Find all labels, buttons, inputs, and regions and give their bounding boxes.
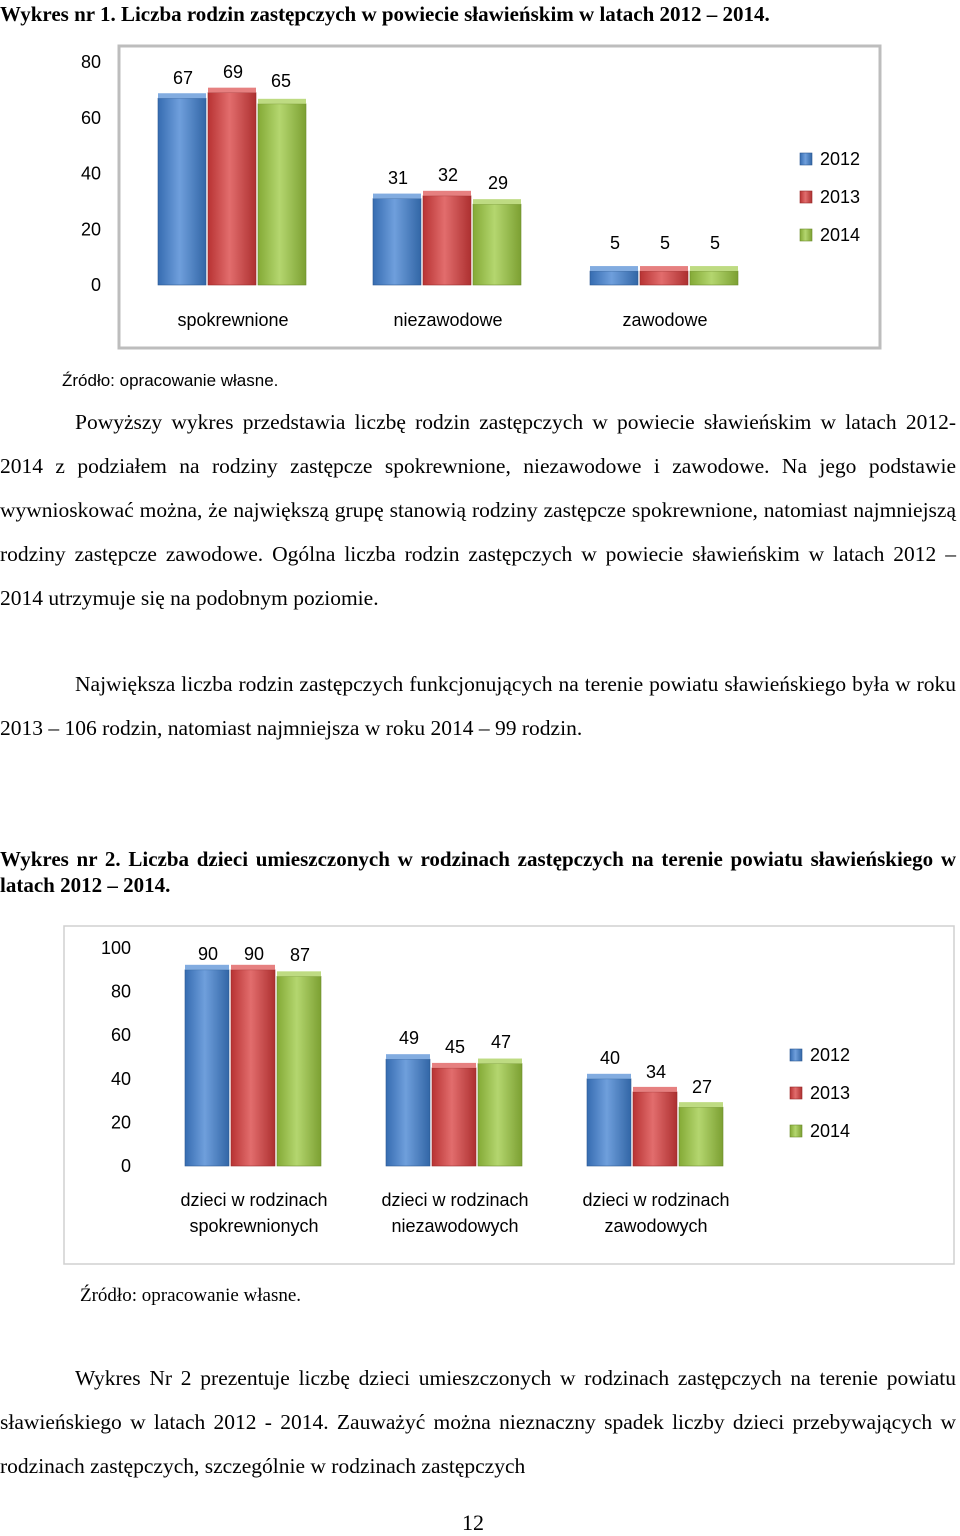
- bar-2012: [373, 199, 421, 285]
- data-label: 69: [222, 62, 244, 82]
- bar-top-2014: [478, 1059, 522, 1064]
- bar-2014: [690, 271, 738, 285]
- chart1-caption: Wykres nr 1. Liczba rodzin zastępczych w powiecie sławieńskim w latach 2012 – 2014.: [0, 2, 770, 26]
- y-tick-label: 100: [100, 938, 131, 958]
- bar-2013: [423, 196, 471, 285]
- category-label: niezawodowe: [393, 310, 503, 330]
- paragraph-text: Największa liczba rodzin zastępczych funkcjonujących na terenie powiatu sławieńskiego była w roku 2013 – 106 rodzin, natomiast najmniejsza w roku 2014 – 99 rodzin.: [0, 672, 956, 740]
- y-tick-label: 80: [110, 981, 131, 1002]
- paragraph-text: Wykres Nr 2 prezentuje liczbę dzieci umieszczonych w rodzinach zastępczych na terenie powiatu sławieńskiego w latach 2012 - 2014. Zauważyć można nieznaczny spadek liczby dzieci przebywających w rodzinach zastępczych, szczególnie w rodzinach zastępczych: [0, 1366, 956, 1478]
- bar-2012: [158, 98, 206, 285]
- data-label: 49: [398, 1028, 420, 1048]
- legend-swatch-2014: [790, 1125, 802, 1137]
- y-tick-label: 40: [80, 163, 101, 184]
- data-label: 5: [609, 233, 621, 253]
- data-label: 31: [387, 168, 409, 188]
- data-label: 67: [172, 68, 194, 88]
- legend-swatch-2013: [790, 1087, 802, 1099]
- legend-label: 2012: [810, 1045, 851, 1065]
- category-label: zawodowe: [622, 310, 708, 330]
- bar-2013: [633, 1092, 677, 1166]
- paragraph-text: Powyższy wykres przedstawia liczbę rodzin zastępczych w powiecie sławieńskim w latach 2012-2014 z podziałem na rodziny zastępcze spokrewnione, niezawodowe i zawodowe. Na jego podstawie wywnioskować można, że największą grupę stanowią rodziny zastępcze spokrewnione, natomiast najmniejszą rodziny zastępcze zawodowe. Ogólna liczba rodzin zastępczych w powiecie sławieńskim w latach 2012 – 2014 utrzymuje się na podobnym poziomie.: [0, 410, 956, 610]
- data-label: 5: [709, 233, 721, 253]
- y-tick-label: 20: [110, 1112, 131, 1133]
- data-label: 65: [270, 71, 292, 91]
- chart2-caption: Wykres nr 2. Liczba dzieci umieszczonych w rodzinach zastępczych na terenie powiatu sławieńskiego w latach 2012 – 2014.: [0, 847, 956, 897]
- category-label: dzieci w rodzinach: [582, 1190, 730, 1210]
- bar-2013: [640, 271, 688, 285]
- category-label: zawodowych: [604, 1216, 708, 1236]
- category-label: spokrewnione: [177, 310, 289, 330]
- y-tick-label: 40: [110, 1068, 131, 1089]
- paragraph-chart2-description: [0, 1356, 956, 1488]
- data-label: 29: [487, 173, 509, 193]
- page-number: 12: [462, 1510, 484, 1535]
- bar-2013: [231, 970, 275, 1166]
- legend-label: 2014: [820, 225, 861, 245]
- legend-swatch-2012: [790, 1049, 802, 1061]
- data-label: 5: [659, 233, 671, 253]
- bar-top-2012: [185, 965, 229, 970]
- y-tick-label: 0: [120, 1156, 131, 1176]
- bar-2012: [587, 1079, 631, 1166]
- bar-2014: [258, 104, 306, 285]
- bar-top-2012: [590, 266, 638, 271]
- bar-top-2012: [386, 1054, 430, 1059]
- bar-top-2013: [208, 88, 256, 93]
- data-label: 32: [437, 165, 459, 185]
- bar-top-2012: [587, 1074, 631, 1079]
- bar-top-2013: [432, 1063, 476, 1068]
- bar-top-2012: [158, 93, 206, 98]
- legend-label: 2013: [820, 187, 861, 207]
- y-tick-label: 60: [110, 1025, 131, 1046]
- category-label: spokrewnionych: [189, 1216, 319, 1236]
- bar-top-2013: [231, 965, 275, 970]
- bar-top-2013: [423, 191, 471, 196]
- bar-2012: [185, 970, 229, 1166]
- bar-2014: [277, 976, 321, 1166]
- chart2-source: Źródło: opracowanie własne.: [80, 1285, 302, 1306]
- legend-swatch-2014: [800, 229, 812, 241]
- category-label: dzieci w rodzinach: [381, 1190, 529, 1210]
- bar-2013: [432, 1068, 476, 1166]
- chart1-bar-chart: [0, 42, 960, 352]
- y-tick-label: 0: [90, 275, 101, 295]
- paragraph-chart1-summary: [0, 662, 956, 750]
- legend-swatch-2013: [800, 191, 812, 203]
- y-tick-label: 60: [80, 107, 101, 128]
- bar-2014: [679, 1107, 723, 1166]
- data-label: 90: [197, 944, 219, 964]
- bar-top-2014: [473, 199, 521, 204]
- bar-2014: [473, 204, 521, 285]
- data-label: 34: [645, 1062, 667, 1082]
- legend-label: 2013: [810, 1083, 851, 1103]
- bar-2012: [386, 1059, 430, 1166]
- legend-swatch-2012: [800, 153, 812, 165]
- data-label: 87: [289, 945, 311, 965]
- bar-top-2014: [690, 266, 738, 271]
- bar-top-2014: [679, 1102, 723, 1107]
- legend-label: 2012: [820, 149, 861, 169]
- data-label: 45: [444, 1037, 466, 1057]
- y-tick-label: 80: [80, 52, 101, 72]
- category-label: dzieci w rodzinach: [180, 1190, 328, 1210]
- y-tick-label: 20: [80, 219, 101, 240]
- bar-2012: [590, 271, 638, 285]
- bar-2014: [478, 1064, 522, 1166]
- data-label: 47: [490, 1032, 512, 1052]
- bar-top-2014: [258, 99, 306, 104]
- bar-top-2013: [640, 266, 688, 271]
- bar-top-2013: [633, 1087, 677, 1092]
- data-label: 27: [691, 1077, 713, 1097]
- chart2-bar-chart: [0, 918, 960, 1268]
- paragraph-chart1-description: [0, 400, 956, 620]
- chart1-source: Źródło: opracowanie własne.: [62, 371, 279, 390]
- category-label: niezawodowych: [391, 1216, 519, 1236]
- bar-2013: [208, 93, 256, 285]
- legend-label: 2014: [810, 1121, 851, 1141]
- data-label: 90: [243, 944, 265, 964]
- data-label: 40: [599, 1048, 621, 1068]
- bar-top-2012: [373, 194, 421, 199]
- bar-top-2014: [277, 971, 321, 976]
